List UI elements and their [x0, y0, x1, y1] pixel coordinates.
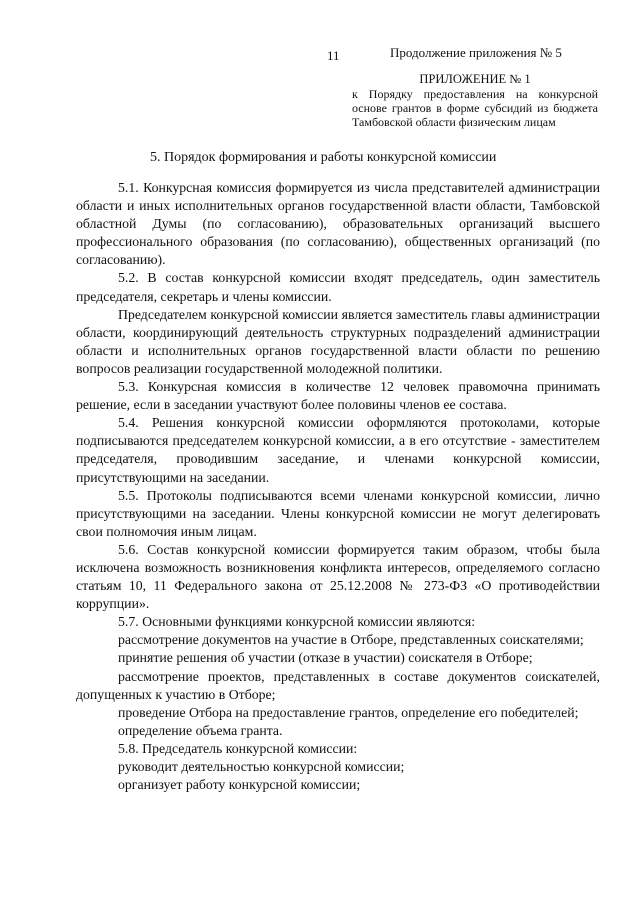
list-item: организует работу конкурсной комиссии; — [118, 777, 361, 793]
paragraph: 5.4. Решения конкурсной комиссии оформляются протоколами, которые подписываются председателем конкурсной комиссии, а в его отсутствие - заместителем председателя, проводившим заседание, и членами конкурсной комиссии, присутствующими на заседании. — [76, 415, 600, 485]
paragraph: 5.1. Конкурсная комиссия формируется из числа представителей администрации области и иных исполнительных органов государственной власти области, Тамбовской областной Думы (по согласованию), образовательных организаций высшего профессионального образования (по согласованию), общественных организаций (по согласованию). — [76, 180, 600, 268]
list-item: принятие решения об участии (отказе в участии) соискателя в Отборе; — [118, 650, 533, 666]
paragraph: 5.5. Протоколы подписываются всеми членами конкурсной комиссии, лично присутствующими на заседании. Члены конкурсной комиссии не могут делегировать свои полномочия иным лицам. — [76, 487, 600, 539]
list-item: рассмотрение проектов, представленных в составе документов соискателей, допущенных к участию в Отборе; — [76, 668, 600, 702]
page-number: 11 — [327, 48, 340, 63]
paragraph: 5.7. Основными функциями конкурсной комиссии являются: — [118, 614, 476, 630]
list-item: определение объема гранта. — [118, 722, 283, 738]
list-item: рассмотрение документов на участие в Отборе, представленных соискателями; — [118, 632, 584, 648]
document-body — [76, 179, 600, 794]
section-title: 5. Порядок формирования и работы конкурсной комиссии — [150, 150, 497, 165]
paragraph: 5.2. В состав конкурсной комиссии входят председатель, один заместитель председателя, секретарь и члены комиссии. — [76, 270, 600, 304]
appendix-block — [352, 72, 598, 129]
list-item: проведение Отбора на предоставление грантов, определение его победителей; — [118, 704, 579, 720]
list-item: руководит деятельностью конкурсной комиссии; — [118, 759, 405, 774]
paragraph: 5.8. Председатель конкурсной комиссии: — [118, 740, 358, 756]
paragraph: 5.3. Конкурсная комиссия в количестве 12 человек правомочна принимать решение, если в заседании участвуют более половины членов ее состава. — [76, 379, 600, 413]
appendix-title: ПРИЛОЖЕНИЕ № 1 — [419, 72, 531, 86]
paragraph: 5.6. Состав конкурсной комиссии формируется таким образом, чтобы была исключена возможность возникновения конфликта интересов, определяемого согласно статьям 10, 11 Федерального закона от 25.12.2008 № 273-ФЗ «О противодействии коррупции». — [76, 541, 600, 612]
appendix-description: к Порядку предоставления на конкурсной основе грантов в форме субсидий из бюджета Тамбовской области физическим лицам — [352, 87, 598, 129]
continuation-label: Продолжение приложения № 5 — [390, 45, 562, 60]
paragraph: Председателем конкурсной комиссии является заместитель главы администрации области, координирующий деятельность структурных подразделений администрации области и исполнительных органов государственной власти области по решению вопросов реализации государственной молодежной политики. — [76, 306, 600, 376]
